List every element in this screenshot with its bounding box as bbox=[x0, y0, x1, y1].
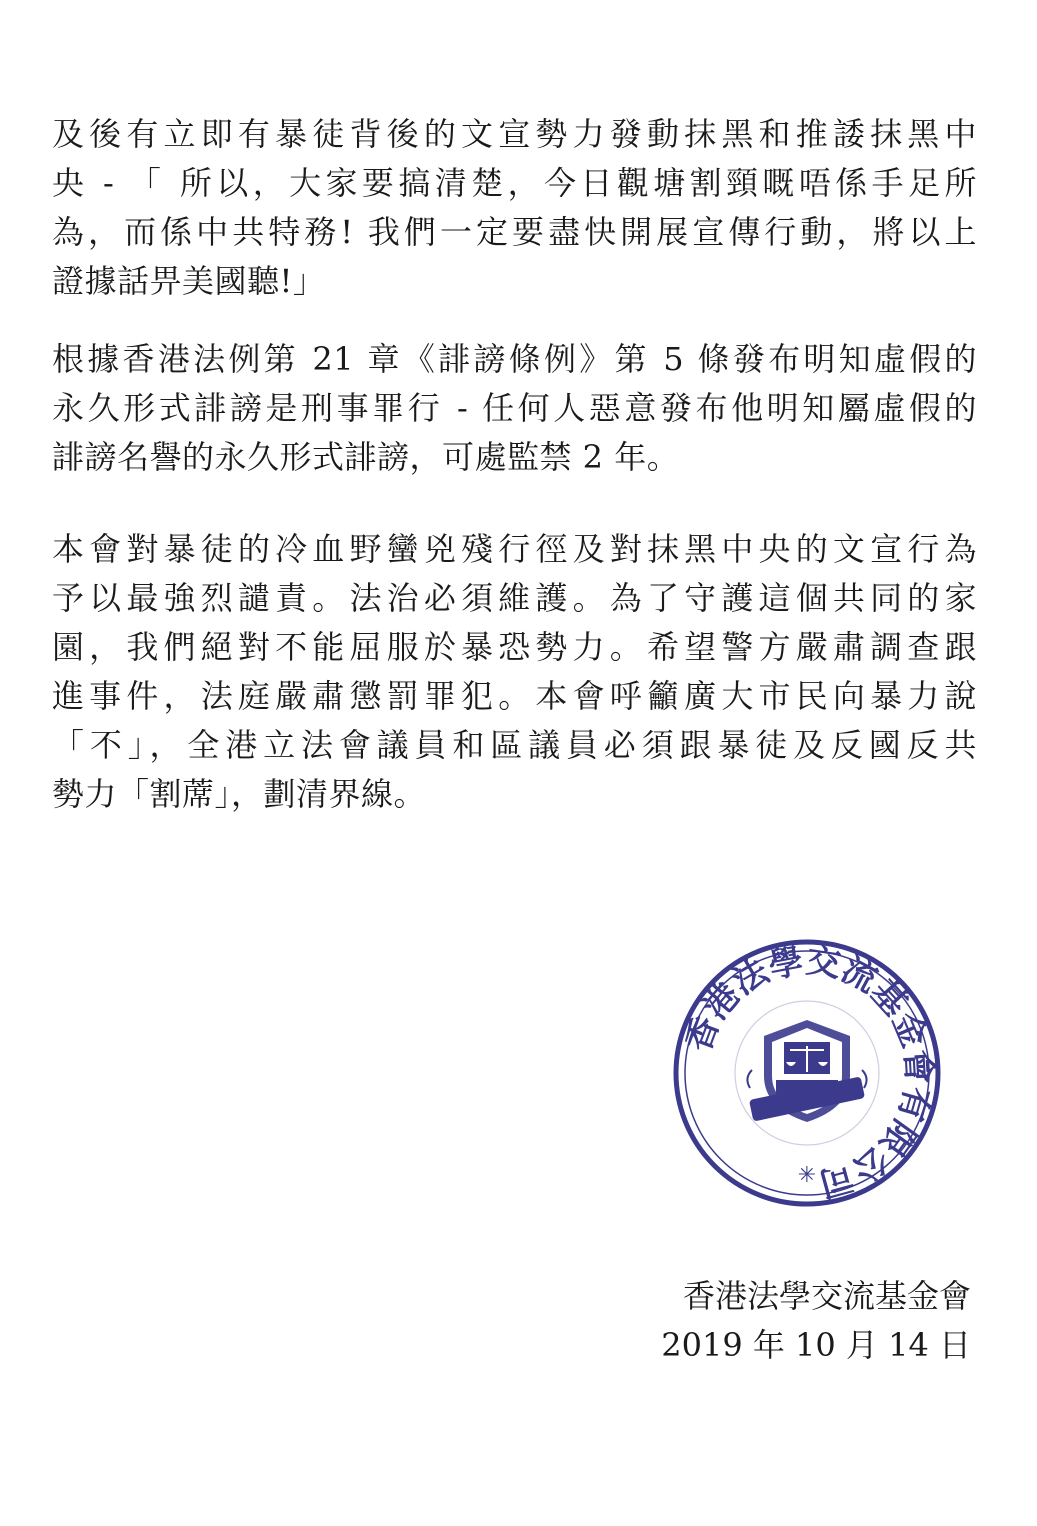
paragraph-line: 勢力「割蓆」，劃清界線。 bbox=[52, 775, 427, 813]
paragraph-line: 及後有立即有暴徒背後的文宣勢力發動抹黑和推諉抹黑中 bbox=[52, 115, 977, 153]
scales-of-justice-icon bbox=[747, 1020, 866, 1122]
seal-graphic bbox=[672, 938, 942, 1208]
paragraph-line: 為，而係中共特務! 我們一定要盡快開展宣傳行動，將以上 bbox=[52, 213, 977, 251]
paragraph-2 bbox=[52, 335, 977, 482]
paragraph-line: 進事件，法庭嚴肅懲罰罪犯。本會呼籲廣大市民向暴力說 bbox=[52, 677, 977, 715]
paragraph-line: 央 - 「 所以，大家要搞清楚，今日觀塘割頸嘅唔係手足所 bbox=[52, 164, 977, 202]
signature-block bbox=[661, 1272, 971, 1370]
paragraph-line: 證據話畀美國聽!」 bbox=[52, 262, 326, 300]
paragraph-line: 本會對暴徒的冷血野蠻兇殘行徑及對抹黑中央的文宣行為 bbox=[52, 530, 977, 568]
paragraph-line: 予以最強烈譴責。法治必須維護。為了守護這個共同的家 bbox=[52, 579, 977, 617]
paragraph-line: 「不」，全港立法會議員和區議員必須跟暴徒及反國反共 bbox=[52, 726, 977, 764]
star-icon: ✳ bbox=[797, 1163, 817, 1188]
paragraph-line: 根據香港法例第 21 章《誹謗條例》第 5 條發布明知虛假的 bbox=[52, 340, 977, 378]
paragraph-3 bbox=[52, 525, 977, 819]
seal-ring-text: 香港法學交流基金會有限公司 bbox=[678, 940, 939, 1204]
paragraph-line: 園，我們絕對不能屈服於暴恐勢力。希望警方嚴肅調查跟 bbox=[52, 628, 977, 666]
organization-name: 香港法學交流基金會 bbox=[682, 1277, 971, 1315]
document-date: 2019 年 10 月 14 日 bbox=[661, 1326, 971, 1364]
company-seal bbox=[672, 938, 942, 1208]
paragraph-1 bbox=[52, 110, 977, 306]
paragraph-line: 誹謗名譽的永久形式誹謗，可處監禁 2 年。 bbox=[52, 438, 680, 476]
paragraph-line: 永久形式誹謗是刑事罪行 - 任何人惡意發布他明知屬虛假的 bbox=[52, 389, 977, 427]
